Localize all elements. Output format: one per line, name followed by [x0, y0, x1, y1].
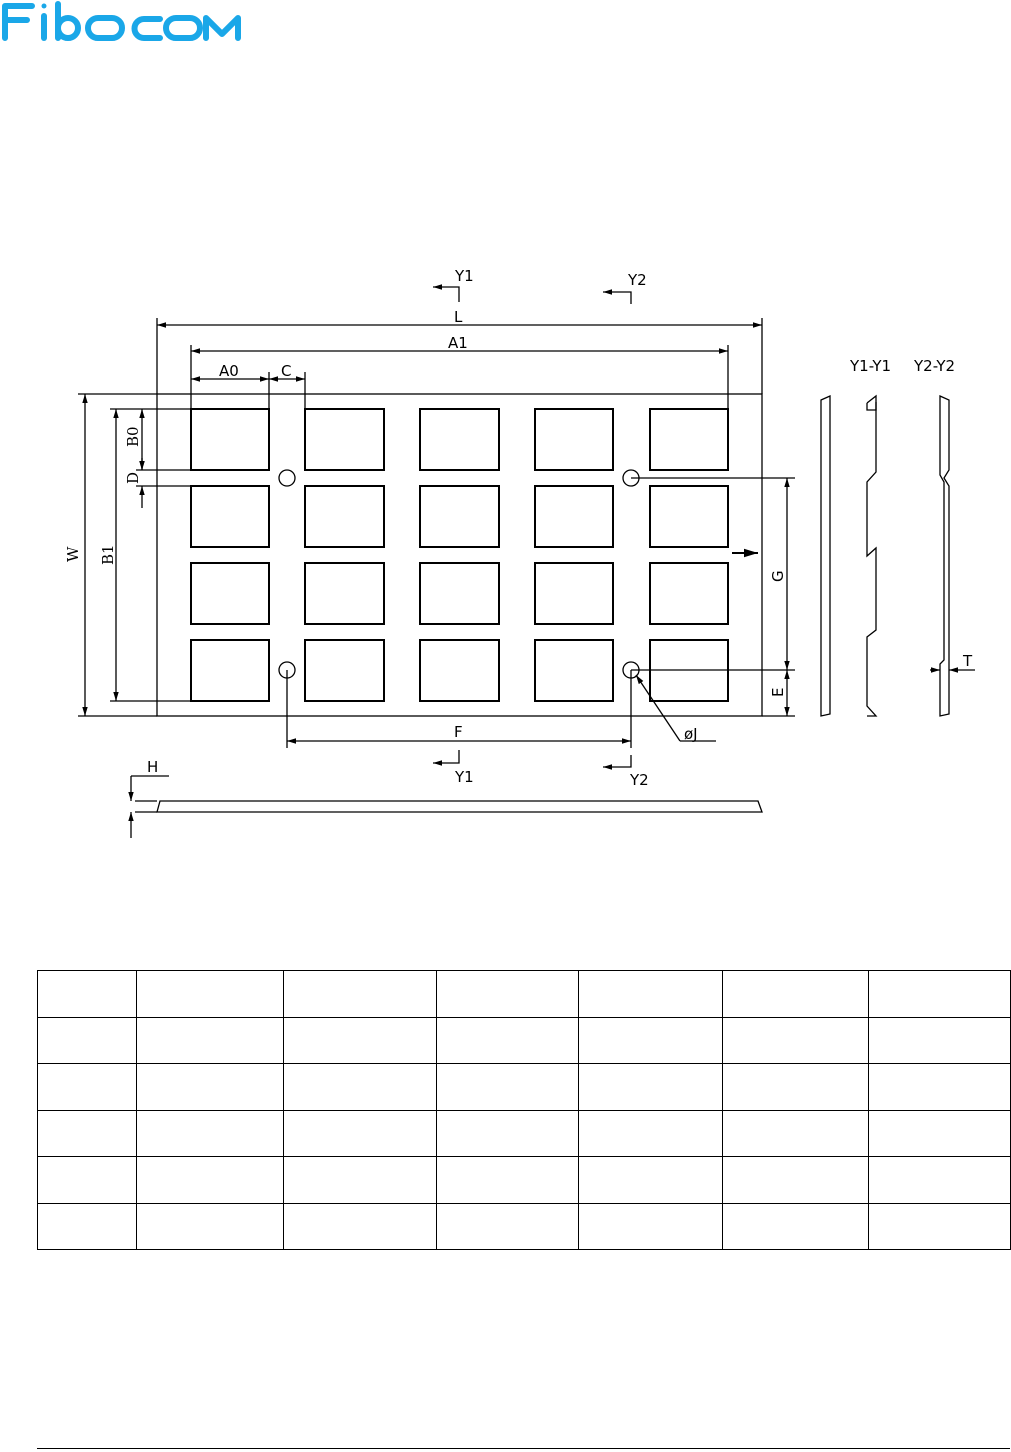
table-cell [579, 1157, 723, 1204]
table-cell [869, 1064, 1011, 1111]
table-cell [284, 1017, 437, 1064]
table-cell [38, 971, 137, 1018]
table-cell [869, 1203, 1011, 1250]
table-cell [579, 971, 723, 1018]
table-cell [437, 971, 579, 1018]
table-cell [137, 1017, 284, 1064]
label-F: F [454, 723, 463, 741]
label-D: D [124, 471, 142, 484]
table-row [38, 1017, 1011, 1064]
label-section-y1: Y1-Y1 [850, 357, 892, 375]
table-cell [38, 1064, 137, 1111]
table-cell [38, 1157, 137, 1204]
label-B0: B0 [124, 426, 142, 447]
pocket-grid [191, 409, 728, 701]
table-cell [284, 1203, 437, 1250]
table-cell [137, 1203, 284, 1250]
label-Y2-bottom: Y2 [630, 771, 649, 789]
tray-outline [157, 394, 762, 716]
table-cell [38, 1203, 137, 1250]
table-cell [38, 1017, 137, 1064]
table-cell [579, 1110, 723, 1157]
table-cell [437, 1017, 579, 1064]
table-cell [723, 971, 869, 1018]
label-C: C [281, 362, 292, 380]
table-cell [723, 1203, 869, 1250]
label-Y2-top: Y2 [628, 271, 647, 289]
label-Y1-bottom: Y1 [455, 768, 474, 786]
label-L: L [454, 308, 463, 326]
table-cell [579, 1017, 723, 1064]
table-cell [284, 971, 437, 1018]
table-row [38, 1157, 1011, 1204]
label-J: øJ [684, 725, 698, 743]
table-cell [579, 1203, 723, 1250]
table-cell [869, 1017, 1011, 1064]
table-cell [284, 1064, 437, 1111]
table-cell [579, 1064, 723, 1111]
table-row [38, 1110, 1011, 1157]
table-cell [137, 1064, 284, 1111]
table-cell [723, 1157, 869, 1204]
table-cell [284, 1157, 437, 1204]
label-Y1-top: Y1 [455, 267, 474, 285]
table-row [38, 971, 1011, 1018]
table-cell [437, 1203, 579, 1250]
table-cell [869, 1110, 1011, 1157]
table-cell [723, 1110, 869, 1157]
label-W: W [64, 546, 82, 562]
label-A0: A0 [219, 362, 239, 380]
table-cell [137, 1110, 284, 1157]
table-row [38, 1203, 1011, 1250]
side-profile-right [821, 396, 830, 716]
side-view-bottom [157, 801, 762, 812]
table-cell [437, 1064, 579, 1111]
footer-rule [37, 1448, 1010, 1449]
label-T: T [963, 652, 973, 670]
table-cell [38, 1110, 137, 1157]
label-G: G [769, 570, 787, 582]
label-B1: B1 [99, 544, 117, 565]
spec-table [37, 970, 1011, 1250]
table-cell [723, 1064, 869, 1111]
table-row [38, 1064, 1011, 1111]
table-cell [284, 1110, 437, 1157]
label-section-y2: Y2-Y2 [914, 357, 956, 375]
table-cell [869, 1157, 1011, 1204]
table-cell [869, 971, 1011, 1018]
hole [279, 470, 295, 486]
section-y1-profile [867, 396, 876, 716]
table-cell [437, 1157, 579, 1204]
label-A1: A1 [448, 334, 468, 352]
table-cell [137, 971, 284, 1018]
table-cell [437, 1110, 579, 1157]
table-cell [723, 1017, 869, 1064]
label-E: E [769, 687, 787, 697]
label-H: H [147, 758, 159, 776]
section-y2-profile [940, 396, 949, 716]
table-cell [137, 1157, 284, 1204]
